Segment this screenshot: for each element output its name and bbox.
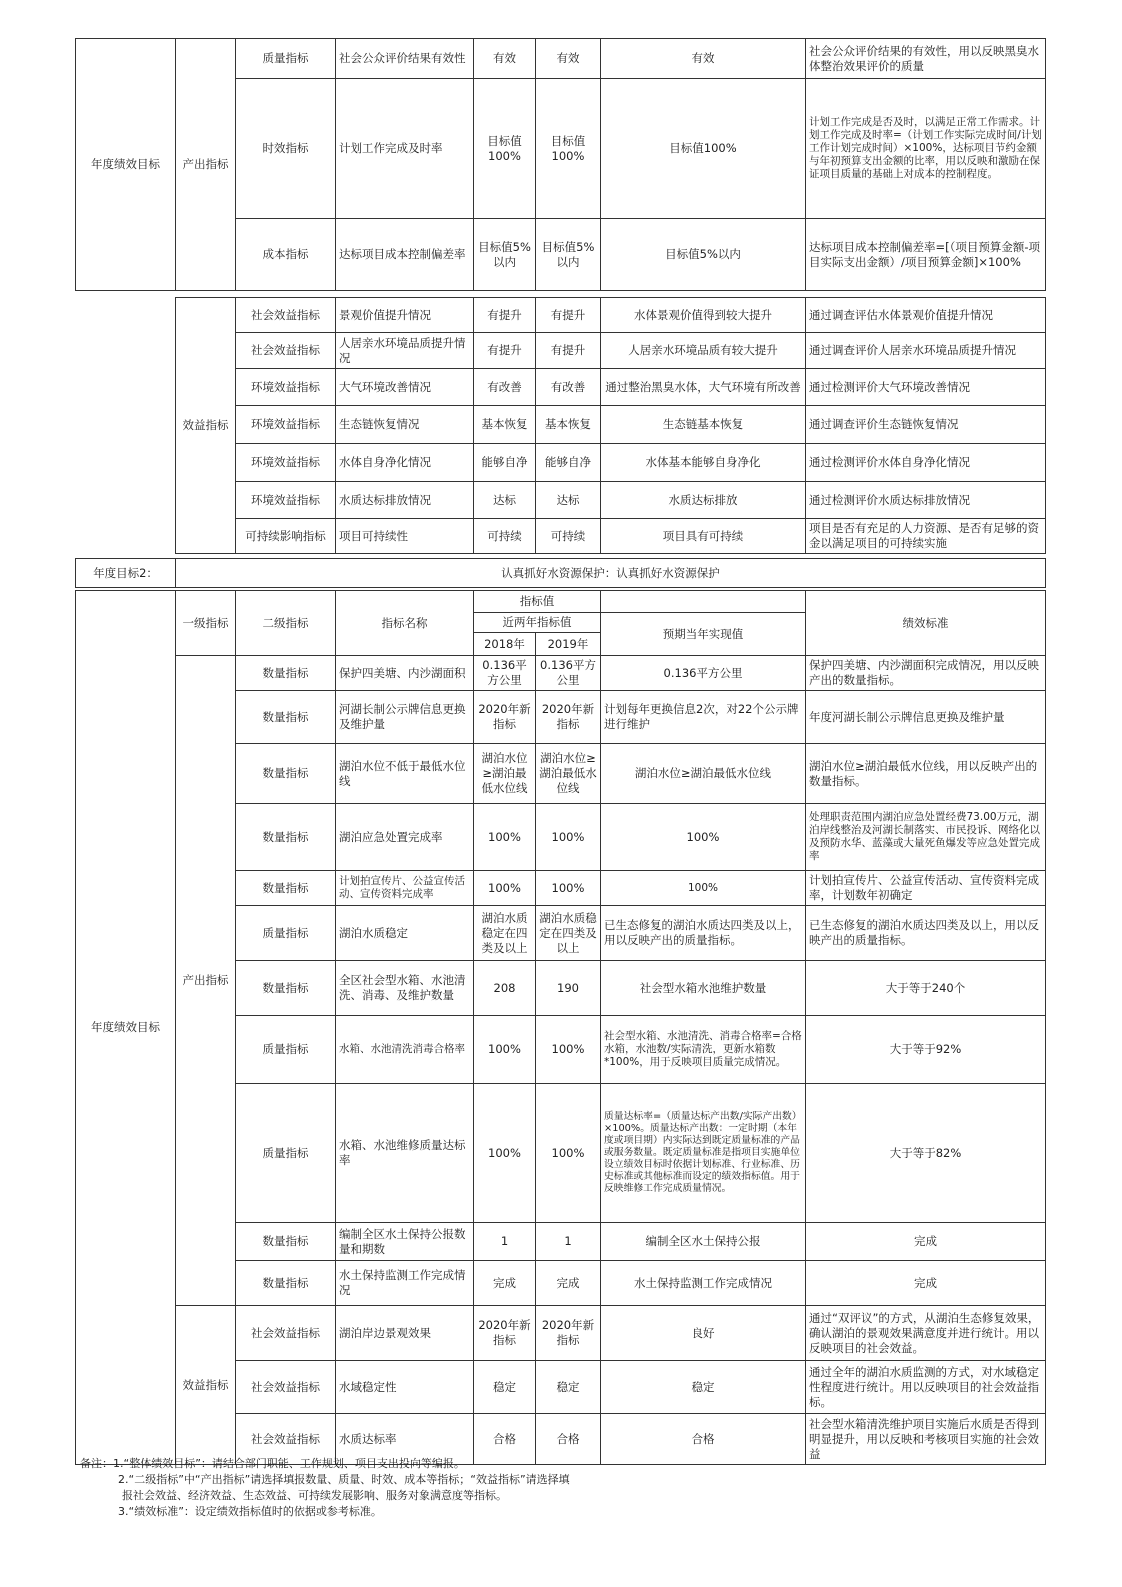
s2-row6-col3: 190 — [535, 960, 601, 1016]
category-output: 产出指标 — [175, 38, 236, 291]
header-recent: 近两年指标值 — [473, 612, 601, 633]
header-level2: 二级指标 — [235, 590, 336, 656]
s1-row0-col3: 有效 — [535, 38, 601, 79]
header-name: 指标名称 — [335, 590, 474, 656]
s2-row13-col0: 社会效益指标 — [235, 1413, 336, 1465]
s2-row5-col0: 质量指标 — [235, 905, 336, 961]
s1-row1-col4: 目标值100% — [600, 78, 806, 219]
s2-row1-col4: 计划每年更换信息2次，对22个公示牌进行维护 — [600, 690, 806, 744]
s2-row0-col3: 0.136平方公里 — [535, 655, 601, 691]
footnote-line: 3.“绩效标准”：设定绩效指标值时的依据或参考标准。 — [118, 1505, 382, 1518]
s1-row3-col0: 社会效益指标 — [235, 297, 336, 333]
s1-row3-col1: 景观价值提升情况 — [335, 297, 474, 333]
s1-row7-col2: 能够自净 — [473, 443, 536, 482]
s2-row6-col1: 全区社会型水箱、水池清洗、消毒、及维护数量 — [335, 960, 474, 1016]
s2-row1-col0: 数量指标 — [235, 690, 336, 744]
s1-row5-col2: 有改善 — [473, 368, 536, 406]
s2-row11-col0: 社会效益指标 — [235, 1305, 336, 1361]
goal2-text: 认真抓好水资源保护：认真抓好水资源保护 — [175, 558, 1046, 588]
s2-row5-col3: 湖泊水质稳定在四类及以上 — [535, 905, 601, 961]
s2-row8-col0: 质量指标 — [235, 1083, 336, 1223]
footnote-line: 2.“二级指标”中“产出指标”请选择填报数量、质量、时效、成本等指标；“效益指标”请选择填 — [118, 1473, 570, 1486]
s2-row7-col5: 大于等于92% — [805, 1015, 1046, 1084]
s2-row13-col5: 社会型水箱清洗维护项目实施后水质是否得到明显提升，用以反映和考核项目实施的社会效益 — [805, 1413, 1046, 1465]
header-2018: 2018年 — [473, 632, 536, 656]
header-value: 指标值 — [473, 590, 601, 613]
s2-row3-col3: 100% — [535, 803, 601, 871]
s1-row5-col4: 通过整治黑臭水体，大气环境有所改善 — [600, 368, 806, 406]
s2-row3-col5: 处理职责范围内湖泊应急处置经费73.00万元，湖泊岸线整治及河湖长制落实、市民投诉、网络化以及预防水华、蓝藻或大量死鱼爆发等应急处置完成率 — [805, 803, 1046, 871]
s1-row5-col1: 大气环境改善情况 — [335, 368, 474, 406]
s2-row8-col4: 质量达标率=（质量达标产出数/实际产出数）×100%。质量达标产出数：一定时期（本年度或项目期）内实际达到既定质量标准的产品或服务数量。既定质量标准是指项目实施单位设立绩效目标时依据计划标准、行业标准、历史标准或其他标准而设定的绩效指标值。用于反映维修工作完成质量情况。 — [600, 1083, 806, 1223]
s2-row11-col1: 湖泊岸边景观效果 — [335, 1305, 474, 1361]
s1-row8-col4: 水质达标排放 — [600, 481, 806, 519]
s2-row7-col0: 质量指标 — [235, 1015, 336, 1084]
s2-row10-col4: 水土保持监测工作完成情况 — [600, 1260, 806, 1306]
section2-category-output: 产出指标 — [175, 655, 236, 1306]
s1-row3-col4: 水体景观价值得到较大提升 — [600, 297, 806, 333]
s2-row7-col3: 100% — [535, 1015, 601, 1084]
s1-row6-col2: 基本恢复 — [473, 405, 536, 444]
s1-row8-col2: 达标 — [473, 481, 536, 519]
s2-row12-col1: 水域稳定性 — [335, 1360, 474, 1414]
s2-row1-col5: 年度河湖长制公示牌信息更换及维护量 — [805, 690, 1046, 744]
s2-row4-col3: 100% — [535, 870, 601, 906]
s1-row3-col3: 有提升 — [535, 297, 601, 333]
s1-row6-col4: 生态链基本恢复 — [600, 405, 806, 444]
s2-row9-col1: 编制全区水土保持公报数量和期数 — [335, 1222, 474, 1261]
s2-row4-col1: 计划拍宣传片、公益宣传活动、宣传资料完成率 — [335, 870, 474, 906]
s2-row4-col2: 100% — [473, 870, 536, 906]
s2-row1-col1: 河湖长制公示牌信息更换及维护量 — [335, 690, 474, 744]
s2-row6-col5: 大于等于240个 — [805, 960, 1046, 1016]
s2-row5-col1: 湖泊水质稳定 — [335, 905, 474, 961]
s2-row7-col4: 社会型水箱、水池清洗、消毒合格率=合格水箱，水池数/实际清洗，更新水箱数*100%，用于反映项目质量完成情况。 — [600, 1015, 806, 1084]
goal2-label: 年度目标2： — [75, 558, 176, 588]
s1-row6-col5: 通过调查评价生态链恢复情况 — [805, 405, 1046, 444]
footnote-line: 报社会效益、经济效益、生态效益、可持续发展影响、服务对象满意度等指标。 — [122, 1489, 507, 1502]
s2-row10-col5: 完成 — [805, 1260, 1046, 1306]
s2-row5-col2: 湖泊水质稳定在四类及以上 — [473, 905, 536, 961]
s2-row13-col2: 合格 — [473, 1413, 536, 1465]
s1-row9-col5: 项目是否有充足的人力资源、是否有足够的资金以满足项目的可持续实施 — [805, 518, 1046, 554]
s2-row4-col4: 100% — [600, 870, 806, 906]
s2-row9-col3: 1 — [535, 1222, 601, 1261]
s2-row0-col5: 保护四美塘、内沙湖面积完成情况，用以反映产出的数量指标。 — [805, 655, 1046, 691]
s1-row4-col0: 社会效益指标 — [235, 332, 336, 369]
s1-row8-col5: 通过检测评价水质达标排放情况 — [805, 481, 1046, 519]
s1-row2-col4: 目标值5%以内 — [600, 218, 806, 291]
s2-row4-col5: 计划拍宣传片、公益宣传活动、宣传资料完成率，计划数年初确定 — [805, 870, 1046, 906]
s1-row9-col4: 项目具有可持续 — [600, 518, 806, 554]
s1-row0-col1: 社会公众评价结果有效性 — [335, 38, 474, 79]
s2-row1-col2: 2020年新指标 — [473, 690, 536, 744]
s2-row8-col1: 水箱、水池维修质量达标率 — [335, 1083, 474, 1223]
header-expected: 预期当年实现值 — [600, 612, 806, 656]
s1-row7-col3: 能够自净 — [535, 443, 601, 482]
footnote-line: 备注：1.“整体绩效目标”：请结合部门职能、工作规划、项目支出投向等编报。 — [80, 1457, 465, 1470]
s2-row8-col3: 100% — [535, 1083, 601, 1223]
header-level1: 一级指标 — [175, 590, 236, 656]
s2-row3-col0: 数量指标 — [235, 803, 336, 871]
s1-row6-col3: 基本恢复 — [535, 405, 601, 444]
s1-row7-col1: 水体自身净化情况 — [335, 443, 474, 482]
header-2019: 2019年 — [535, 632, 601, 656]
s2-row6-col4: 社会型水箱水池维护数量 — [600, 960, 806, 1016]
s2-row6-col0: 数量指标 — [235, 960, 336, 1016]
s1-row9-col2: 可持续 — [473, 518, 536, 554]
s2-row13-col1: 水质达标率 — [335, 1413, 474, 1465]
s2-row11-col5: 通过“双评议”的方式，从湖泊生态修复效果，确认湖泊的景观效果满意度并进行统计。用以反映项目的社会效益。 — [805, 1305, 1046, 1361]
s1-row3-col5: 通过调查评估水体景观价值提升情况 — [805, 297, 1046, 333]
s2-row2-col0: 数量指标 — [235, 743, 336, 804]
s2-row10-col2: 完成 — [473, 1260, 536, 1306]
s2-row4-col0: 数量指标 — [235, 870, 336, 906]
s2-row10-col0: 数量指标 — [235, 1260, 336, 1306]
s2-row10-col1: 水土保持监测工作完成情况 — [335, 1260, 474, 1306]
s2-row10-col3: 完成 — [535, 1260, 601, 1306]
s1-row4-col1: 人居亲水环境品质提升情况 — [335, 332, 474, 369]
s2-row5-col5: 已生态修复的湖泊水质达四类及以上，用以反映产出的质量指标。 — [805, 905, 1046, 961]
s1-row9-col0: 可持续影响指标 — [235, 518, 336, 554]
s1-row5-col0: 环境效益指标 — [235, 368, 336, 406]
s1-row0-col2: 有效 — [473, 38, 536, 79]
s1-row1-col0: 时效指标 — [235, 78, 336, 219]
s2-row2-col4: 湖泊水位≥湖泊最低水位线 — [600, 743, 806, 804]
s1-row2-col3: 目标值5%以内 — [535, 218, 601, 291]
s2-row12-col4: 稳定 — [600, 1360, 806, 1414]
s2-row12-col2: 稳定 — [473, 1360, 536, 1414]
s1-row4-col2: 有提升 — [473, 332, 536, 369]
section2-title: 年度绩效目标 — [75, 590, 176, 1465]
s2-row3-col1: 湖泊应急处置完成率 — [335, 803, 474, 871]
s2-row1-col3: 2020年新指标 — [535, 690, 601, 744]
s1-row2-col1: 达标项目成本控制偏差率 — [335, 218, 474, 291]
s2-row2-col5: 湖泊水位≥湖泊最低水位线，用以反映产出的数量指标。 — [805, 743, 1046, 804]
header-blank — [600, 590, 806, 613]
s1-row4-col4: 人居亲水环境品质有较大提升 — [600, 332, 806, 369]
header-standard: 绩效标准 — [805, 590, 1046, 656]
s1-row0-col5: 社会公众评价结果的有效性，用以反映黑臭水体整治效果评价的质量 — [805, 38, 1046, 79]
s1-row1-col5: 计划工作完成是否及时，以满足正常工作需求。计划工作完成及时率=（计划工作实际完成时间/计划工作计划完成时间）×100%，达标项目节约金额与年初预算支出金额的比率，用以反映和激励在保证项目质量的基础上对成本的控制程度。 — [805, 78, 1046, 219]
s2-row0-col2: 0.136平方公里 — [473, 655, 536, 691]
category-benefit: 效益指标 — [175, 297, 236, 554]
s2-row13-col4: 合格 — [600, 1413, 806, 1465]
s2-row6-col2: 208 — [473, 960, 536, 1016]
s1-row4-col3: 有提升 — [535, 332, 601, 369]
s1-row7-col4: 水体基本能够自身净化 — [600, 443, 806, 482]
s2-row11-col2: 2020年新指标 — [473, 1305, 536, 1361]
s1-row0-col4: 有效 — [600, 38, 806, 79]
footnotes — [80, 1456, 1080, 1520]
s1-row5-col3: 有改善 — [535, 368, 601, 406]
s2-row2-col1: 湖泊水位不低于最低水位线 — [335, 743, 474, 804]
s2-row0-col1: 保护四美塘、内沙湖面积 — [335, 655, 474, 691]
s2-row2-col2: 湖泊水位≥湖泊最低水位线 — [473, 743, 536, 804]
s1-row9-col3: 可持续 — [535, 518, 601, 554]
s2-row0-col0: 数量指标 — [235, 655, 336, 691]
s1-row8-col0: 环境效益指标 — [235, 481, 336, 519]
s2-row9-col2: 1 — [473, 1222, 536, 1261]
s1-row1-col1: 计划工作完成及时率 — [335, 78, 474, 219]
section2-category-benefit: 效益指标 — [175, 1305, 236, 1465]
s1-row7-col0: 环境效益指标 — [235, 443, 336, 482]
s2-row0-col4: 0.136平方公里 — [600, 655, 806, 691]
s2-row11-col3: 2020年新指标 — [535, 1305, 601, 1361]
s2-row7-col2: 100% — [473, 1015, 536, 1084]
s1-row3-col2: 有提升 — [473, 297, 536, 333]
s1-row2-col2: 目标值5%以内 — [473, 218, 536, 291]
section-title: 年度绩效目标 — [75, 38, 176, 291]
s1-row5-col5: 通过检测评价大气环境改善情况 — [805, 368, 1046, 406]
s2-row8-col2: 100% — [473, 1083, 536, 1223]
s1-row8-col3: 达标 — [535, 481, 601, 519]
s2-row12-col0: 社会效益指标 — [235, 1360, 336, 1414]
s2-row9-col0: 数量指标 — [235, 1222, 336, 1261]
s2-row11-col4: 良好 — [600, 1305, 806, 1361]
s1-row1-col2: 目标值100% — [473, 78, 536, 219]
s2-row9-col5: 完成 — [805, 1222, 1046, 1261]
s2-row3-col4: 100% — [600, 803, 806, 871]
s1-row2-col0: 成本指标 — [235, 218, 336, 291]
s1-row1-col3: 目标值100% — [535, 78, 601, 219]
s2-row7-col1: 水箱、水池清洗消毒合格率 — [335, 1015, 474, 1084]
s1-row8-col1: 水质达标排放情况 — [335, 481, 474, 519]
s2-row3-col2: 100% — [473, 803, 536, 871]
s2-row9-col4: 编制全区水土保持公报 — [600, 1222, 806, 1261]
s1-row2-col5: 达标项目成本控制偏差率=[（项目预算金额-项目实际支出金额）/项目预算金额]×100% — [805, 218, 1046, 291]
s1-row6-col1: 生态链恢复情况 — [335, 405, 474, 444]
s2-row12-col3: 稳定 — [535, 1360, 601, 1414]
s2-row8-col5: 大于等于82% — [805, 1083, 1046, 1223]
s2-row13-col3: 合格 — [535, 1413, 601, 1465]
s1-row9-col1: 项目可持续性 — [335, 518, 474, 554]
s1-row4-col5: 通过调查评价人居亲水环境品质提升情况 — [805, 332, 1046, 369]
s2-row12-col5: 通过全年的湖泊水质监测的方式，对水域稳定性程度进行统计。用以反映项目的社会效益指标。 — [805, 1360, 1046, 1414]
s2-row5-col4: 已生态修复的湖泊水质达四类及以上，用以反映产出的质量指标。 — [600, 905, 806, 961]
s1-row0-col0: 质量指标 — [235, 38, 336, 79]
s2-row2-col3: 湖泊水位≥湖泊最低水位线 — [535, 743, 601, 804]
s1-row6-col0: 环境效益指标 — [235, 405, 336, 444]
s1-row7-col5: 通过检测评价水体自身净化情况 — [805, 443, 1046, 482]
